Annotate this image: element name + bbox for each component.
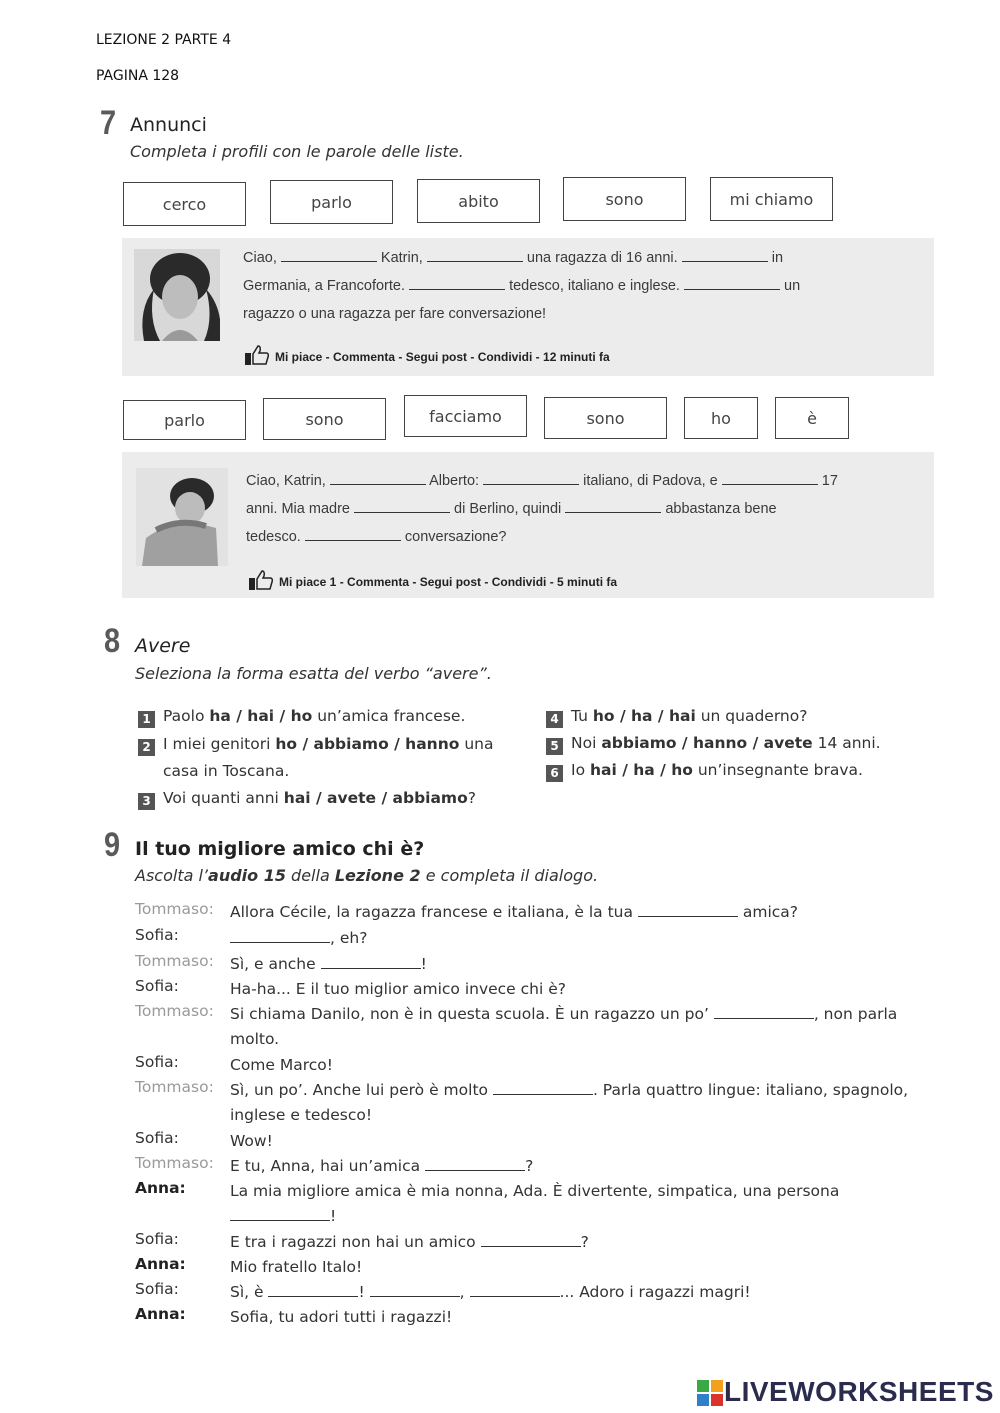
profile-1-like-bar <box>245 345 610 368</box>
verb-options[interactable]: hai / ha / ho <box>589 761 693 779</box>
dialog: Tommaso: Allora Cécile, la ragazza francese e italiana, è la tua amica? Sofia: , eh? Tommaso: Sì, e anche ! Sofia: Ha-ha... E il tuo miglior amico invece chi è? Tommaso: Si chiama Danilo, non è in questa scuola. È un ragazzo un po’ , non parla molto. Sofia: Come Marco! Tommaso: Sì, un po’. Anche lui però è molto . Parla quattro lingue: italiano, spagnolo, inglese e tedesco! Sofia: Wow! Tommaso: E tu, Anna, hai un’amica ? Anna: La mia migliore amica è mia nonna, Ada. È divertente, simpatica, una persona ! Sofia: E tra i ragazzi non hai un amico ? Anna: Mio fratello Italo! Sofia: Sì, è ! , ... Adoro i ragazzi magri! Anna: Sofia, tu adori tutti i ragazzi! <box>135 900 909 1326</box>
blank-field[interactable] <box>354 498 450 513</box>
blank-field[interactable] <box>305 526 401 541</box>
like-bar-text[interactable]: Mi piace - Commenta - Segui post - Condividi - 12 minuti fa <box>275 349 610 364</box>
blank-field[interactable] <box>230 1206 330 1221</box>
word-box-ho: ho <box>684 397 758 439</box>
verb-options[interactable]: ha / hai / ho <box>209 707 313 725</box>
blank-field[interactable] <box>682 247 768 262</box>
liveworksheets-brand[interactable]: LIVEWORKSHEETS <box>724 1376 994 1407</box>
word-box-facciamo: facciamo <box>404 395 527 437</box>
profile-2-like-bar <box>249 570 617 593</box>
blank-field[interactable] <box>483 470 579 485</box>
word-box-sono: sono <box>544 397 667 439</box>
verb-options[interactable]: hai / avete / abbiamo <box>283 789 468 807</box>
blank-field[interactable] <box>722 470 818 485</box>
blank-field[interactable] <box>409 275 505 290</box>
blank-field[interactable] <box>638 902 738 917</box>
boy-portrait-icon <box>136 468 228 566</box>
avere-item-3: 3 Voi quanti anni hai / avete / abbiamo? <box>138 785 528 812</box>
word-box-mi-chiamo: mi chiamo <box>710 177 833 221</box>
blank-field[interactable] <box>714 1004 814 1019</box>
exercise-8-number: 8 <box>104 622 121 660</box>
exercise-9-number: 9 <box>104 826 121 864</box>
verb-options[interactable]: ho / ha / hai <box>592 707 696 725</box>
exercise-7-number: 7 <box>100 104 117 142</box>
liveworksheets-logo-icon <box>695 1378 725 1408</box>
blank-field[interactable] <box>493 1080 593 1095</box>
avere-item-1: 1 Paolo ha / hai / ho un’amica francese. <box>138 703 528 730</box>
blank-field[interactable] <box>370 1282 460 1297</box>
lesson-label: LEZIONE 2 PARTE 4 <box>96 32 232 48</box>
blank-field[interactable] <box>684 275 780 290</box>
avere-item-6: 6 Io hai / ha / ho un’insegnante brava. <box>546 757 946 784</box>
verb-options[interactable]: abbiamo / hanno / avete <box>601 734 813 752</box>
exercise-9-instruction: Ascolta l’audio 15 della Lezione 2 e completa il dialogo. <box>135 866 599 885</box>
word-box-sono: sono <box>563 177 686 221</box>
blank-field[interactable] <box>321 954 421 969</box>
blank-field[interactable] <box>281 247 377 262</box>
exercise-9-title: Il tuo migliore amico chi è? <box>135 838 425 860</box>
blank-field[interactable] <box>330 470 426 485</box>
exercise-7-title: Annunci <box>130 114 207 136</box>
exercise-8-title: Avere <box>135 635 191 657</box>
avere-item-2: 2 I miei genitori ho / abbiamo / hanno una casa in Toscana. <box>138 731 528 785</box>
profile-1-text: Ciao, Katrin, una ragazza di 16 anni. in Germania, a Francoforte. tedesco, italiano e inglese. un ragazzo o una ragazza per fare conversazione! <box>243 244 923 328</box>
woman-portrait-icon <box>134 249 220 341</box>
word-box-parlo: parlo <box>270 180 393 224</box>
avere-item-5: 5 Noi abbiamo / hanno / avete 14 anni. <box>546 730 946 757</box>
blank-field[interactable] <box>425 1156 525 1171</box>
word-box-abito: abito <box>417 179 540 223</box>
verb-options[interactable]: ho / abbiamo / hanno <box>275 735 460 753</box>
avere-item-4: 4 Tu ho / ha / hai un quaderno? <box>546 703 946 730</box>
word-box-parlo: parlo <box>123 400 246 440</box>
blank-field[interactable] <box>565 498 661 513</box>
word-box-e: è <box>775 397 849 439</box>
blank-field[interactable] <box>230 928 330 943</box>
thumbs-up-icon[interactable] <box>249 570 273 593</box>
blank-field[interactable] <box>481 1232 581 1247</box>
exercise-8-instruction: Seleziona la forma esatta del verbo “avere”. <box>135 664 492 683</box>
profile-2-text: Ciao, Katrin, Alberto: italiano, di Padova, e 17 anni. Mia madre di Berlino, quindi abbastanza bene tedesco. conversazione? <box>246 467 926 551</box>
page-label: PAGINA 128 <box>96 68 180 84</box>
like-bar-text[interactable]: Mi piace 1 - Commenta - Segui post - Condividi - 5 minuti fa <box>279 574 618 589</box>
blank-field[interactable] <box>268 1282 358 1297</box>
thumbs-up-icon[interactable] <box>245 345 269 368</box>
exercise-7-instruction: Completa i profili con le parole delle liste. <box>130 142 464 161</box>
blank-field[interactable] <box>470 1282 560 1297</box>
word-box-sono: sono <box>263 398 386 440</box>
word-box-cerco: cerco <box>123 182 246 226</box>
blank-field[interactable] <box>427 247 523 262</box>
